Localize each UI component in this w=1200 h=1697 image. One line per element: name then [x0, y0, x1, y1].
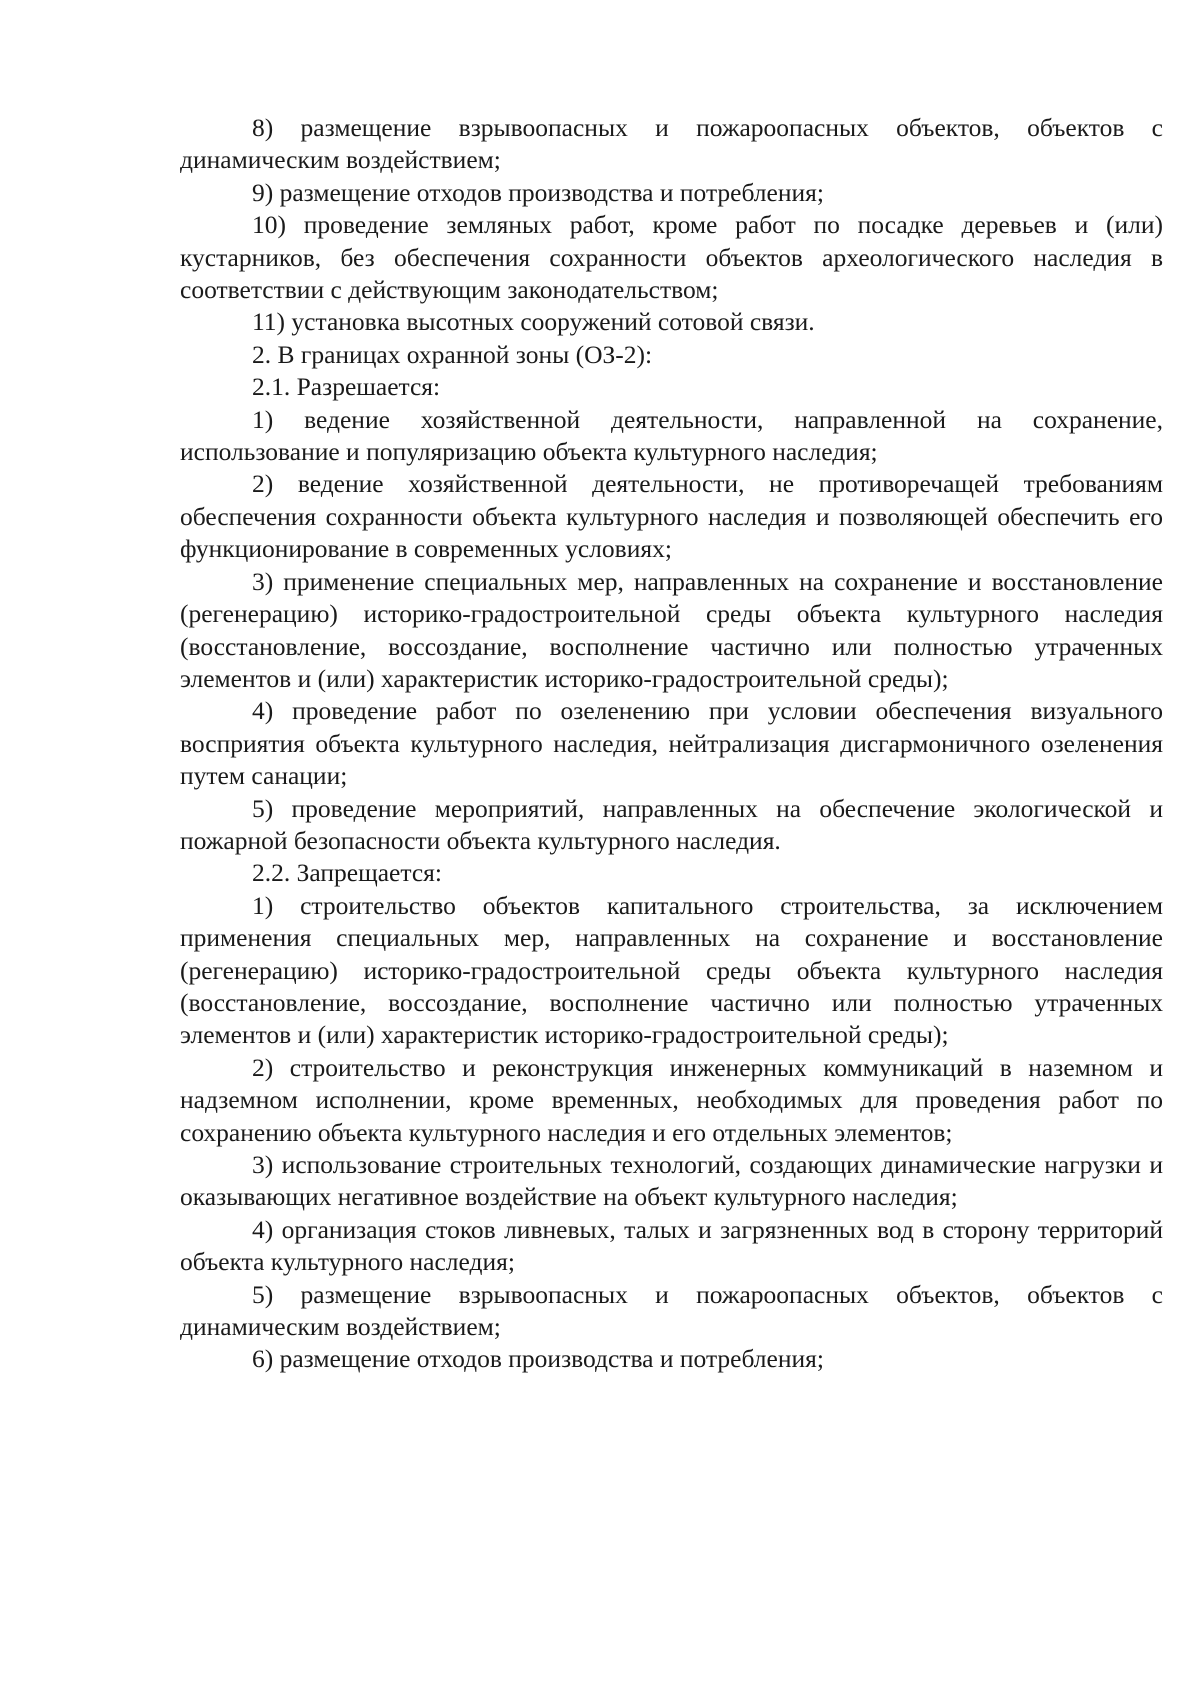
item-9-waste-placement: 9) размещение отходов производства и потребления; — [252, 177, 824, 207]
section-2-heading: 2. В границах охранной зоны (ОЗ-2): — [252, 339, 653, 369]
prohibited-item-4: 4) организация стоков ливневых, талых и загрязненных вод в сторону территорий объекта культурного наследия; — [180, 1214, 1163, 1277]
prohibited-item-2: 2) строительство и реконструкция инженерных коммуникаций в наземном и надземном исполнении, кроме временных, необходимых для проведения работ по сохранению объекта культурного наследия и его отдельных элементов; — [180, 1052, 1163, 1147]
prohibited-item-1: 1) строительство объектов капитального строительства, за исключением применения специальных мер, направленных на сохранение и восстановление (регенерацию) историко-градостроительной среды объекта культурного наследия (восстановление, воссоздание, восполнение частично или полностью утраченных элементов и (или) характеристик историко-градостроительной среды); — [180, 890, 1163, 1050]
prohibited-item-6: 6) размещение отходов производства и потребления; — [252, 1344, 824, 1374]
allowed-item-5: 5) проведение мероприятий, направленных на обеспечение экологической и пожарной безопасности объекта культурного наследия. — [180, 793, 1163, 855]
document-body — [180, 112, 1163, 1376]
allowed-item-1: 1) ведение хозяйственной деятельности, направленной на сохранение, использование и популяризацию объекта культурного наследия; — [180, 404, 1163, 467]
prohibited-item-3: 3) использование строительных технологий, создающих динамические нагрузки и оказывающих негативное воздействие на объект культурного наследия; — [180, 1150, 1163, 1212]
item-8-explosive-objects: 8) размещение взрывоопасных и пожароопасных объектов, объектов с динамическим воздействием; — [180, 113, 1163, 175]
allowed-item-4: 4) проведение работ по озеленению при условии обеспечения визуального восприятия объекта культурного наследия, нейтрализация дисгармоничного озеленения путем санации; — [180, 696, 1163, 791]
item-10-earthworks: 10) проведение земляных работ, кроме работ по посадке деревьев и (или) кустарников, без обеспечения сохранности объектов археологического наследия в соответствии с действующим законодательством; — [180, 210, 1163, 305]
section-2-2-heading: 2.2. Запрещается: — [252, 858, 442, 888]
allowed-item-3: 3) применение специальных мер, направленных на сохранение и восстановление (регенерацию) историко-градостроительной среды объекта культурного наследия (восстановление, воссоздание, восполнение частично или полностью утраченных элементов и (или) характеристик историко-градостроительной среды); — [180, 566, 1163, 693]
allowed-item-2: 2) ведение хозяйственной деятельности, не противоречащей требованиям обеспечения сохранности объекта культурного наследия и позволяющей обеспечить его функционирование в современных условиях; — [180, 469, 1163, 564]
section-2-1-heading: 2.1. Разрешается: — [252, 372, 441, 402]
item-11-cell-towers: 11) установка высотных сооружений сотовой связи. — [252, 307, 815, 337]
prohibited-item-5: 5) размещение взрывоопасных и пожароопасных объектов, объектов с динамическим воздействием; — [180, 1279, 1163, 1342]
